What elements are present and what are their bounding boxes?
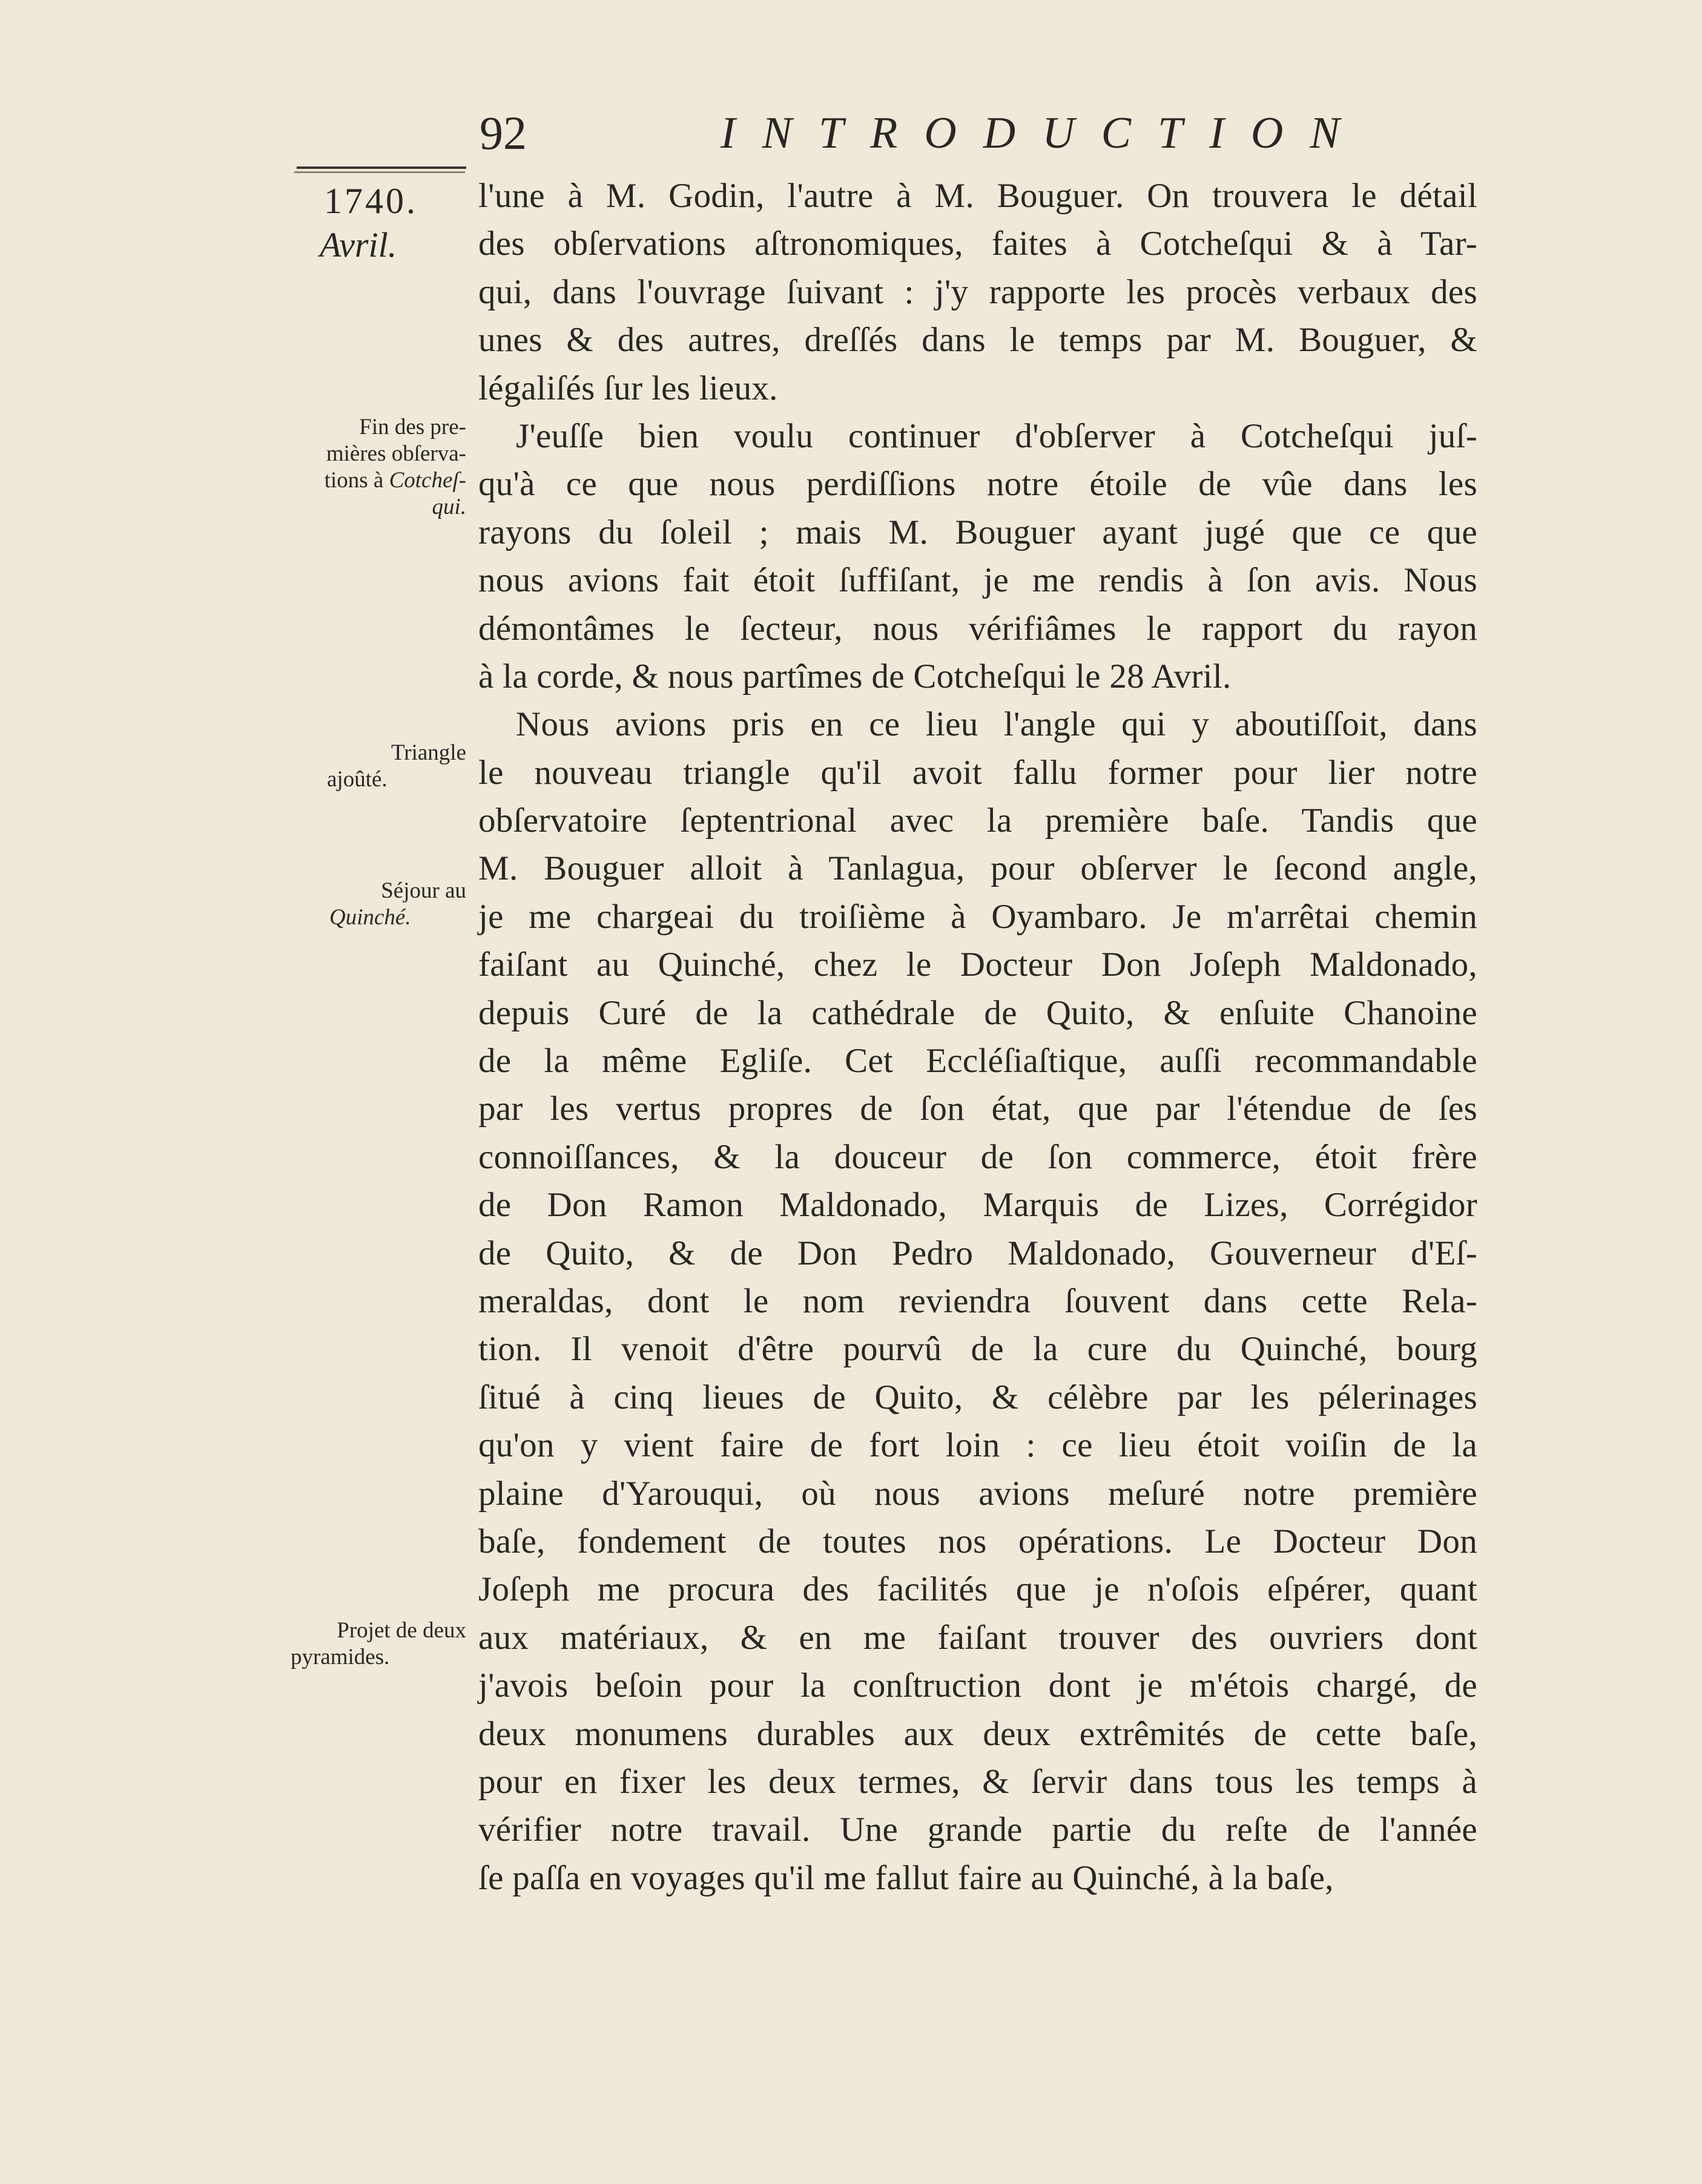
sidenote-projet-de-deux-pyramides — [285, 1617, 466, 1671]
body-line: rayons du ſoleil ; mais M. Bouguer ayant jugé que ce que — [478, 513, 1477, 551]
sidenote-line: pyramides. — [291, 1645, 390, 1669]
page-header — [472, 103, 1367, 169]
body-line: obſervatoire ſeptentrional avec la première baſe. Tandis que — [478, 801, 1477, 840]
body-line: Nous avions pris en ce lieu l'angle qui y aboutiſſoit, dans — [516, 705, 1477, 744]
body-line: tion. Il venoit d'être pourvû de la cure du Quinché, bourg — [478, 1330, 1477, 1369]
body-line: je me chargeai du troiſième à Oyambaro. Je m'arrêtai chemin — [478, 897, 1477, 936]
body-line: meraldas, dont le nom reviendra ſouvent dans cette Rela- — [478, 1281, 1477, 1320]
page-number: 92 — [480, 107, 527, 159]
running-title: INTRODUCTION — [721, 108, 1367, 158]
body-line: ſitué à cinq lieues de Quito, & célèbre par les pélerinages — [478, 1378, 1477, 1416]
body-line: nous avions fait étoit ſuffiſant, je me rendis à ſon avis. Nous — [478, 561, 1477, 600]
body-line: deux monumens durables aux deux extrêmités de cette baſe, — [478, 1714, 1477, 1753]
header-rule — [297, 166, 466, 169]
body-line: des obſervations aſtronomiques, faites à Cotcheſqui & à Tar- — [478, 225, 1477, 263]
body-line: qui, dans l'ouvrage ſuivant : j'y rapporte les procès verbaux des — [478, 272, 1477, 311]
sidenote-line: Triangle — [391, 740, 466, 765]
margin-rule — [294, 171, 465, 173]
body-line: depuis Curé de la cathédrale de Quito, & enſuite Chanoine — [478, 993, 1477, 1032]
body-line: vérifier notre travail. Une grande partie du reſte de l'année — [478, 1811, 1477, 1849]
sidenote-line: ajoûté. — [327, 767, 388, 792]
sidenote-sejour-au-quinche — [285, 878, 466, 931]
body-line: connoiſſances, & la douceur de ſon commerce, étoit frère — [478, 1137, 1477, 1176]
body-line: démontâmes le ſecteur, nous vérifiâmes le rapport du rayon — [478, 609, 1477, 648]
sidenote-fin-des-premieres-observations — [285, 414, 466, 521]
body-line: qu'à ce que nous perdiſſions notre étoile de vûe dans les — [478, 465, 1477, 504]
body-line: M. Bouguer alloit à Tanlagua, pour obſerver le ſecond angle, — [478, 849, 1477, 888]
body-line: j'avois beſoin pour la conſtruction dont je m'étois chargé, de — [478, 1666, 1477, 1705]
body-line: baſe, fondement de toutes nos opérations. Le Docteur Don — [478, 1522, 1477, 1561]
sidenote-line: Fin des pre- — [359, 415, 466, 439]
sidenote-line: Projet de deux — [337, 1618, 466, 1643]
body-line: Joſeph me procura des facilités que je n'oſois eſpérer, quant — [478, 1570, 1477, 1609]
body-line: ſe paſſa en voyages qu'il me fallut faire au Quinché, à la baſe, — [478, 1858, 1334, 1897]
body-text — [478, 172, 1477, 1902]
body-line: plaine d'Yarouqui, où nous avions meſuré notre première — [478, 1474, 1477, 1513]
body-line: faiſant au Quinché, chez le Docteur Don Joſeph Maldonado, — [478, 946, 1477, 984]
sidenote-line: Séjour au — [381, 878, 466, 903]
sidenote-line: mières obſerva- — [326, 441, 466, 466]
body-line: qu'on y vient faire de fort loin : ce lieu étoit voiſin de la — [478, 1426, 1477, 1465]
body-line: de Quito, & de Don Pedro Maldonado, Gouverneur d'Eſ- — [478, 1234, 1477, 1272]
margin-year: 1740. — [324, 181, 418, 221]
body-line: unes & des autres, dreſſés dans le temps par M. Bouguer, & — [478, 321, 1477, 360]
body-line: à la corde, & nous partîmes de Cotcheſqui le 28 Avril. — [478, 657, 1232, 696]
body-line: de la même Egliſe. Cet Eccléſiaſtique, auſſi recommandable — [478, 1042, 1477, 1080]
sidenote-line: qui. — [432, 495, 466, 519]
body-line: J'euſſe bien voulu continuer d'obſerver à Cotcheſqui juſ- — [516, 416, 1477, 455]
body-line: pour en fixer les deux termes, & ſervir dans tous les temps à — [478, 1762, 1477, 1801]
margin-month: Avril. — [320, 225, 397, 265]
sidenote-line: Quinché. — [329, 905, 411, 930]
body-line: légaliſés ſur les lieux. — [478, 369, 778, 407]
sidenote-triangle-ajoute — [285, 740, 466, 793]
body-line: par les vertus propres de ſon état, que par l'étendue de ſes — [478, 1090, 1477, 1128]
body-line: de Don Ramon Maldonado, Marquis de Lizes, Corrégidor — [478, 1186, 1477, 1225]
body-line: le nouveau triangle qu'il avoit fallu former pour lier notre — [478, 753, 1477, 792]
sidenote-line: tions à Cotcheſ- — [324, 468, 466, 493]
body-line: l'une à M. Godin, l'autre à M. Bouguer. On trouvera le détail — [478, 177, 1477, 215]
body-line: aux matériaux, & en me faiſant trouver des ouvriers dont — [478, 1618, 1477, 1657]
